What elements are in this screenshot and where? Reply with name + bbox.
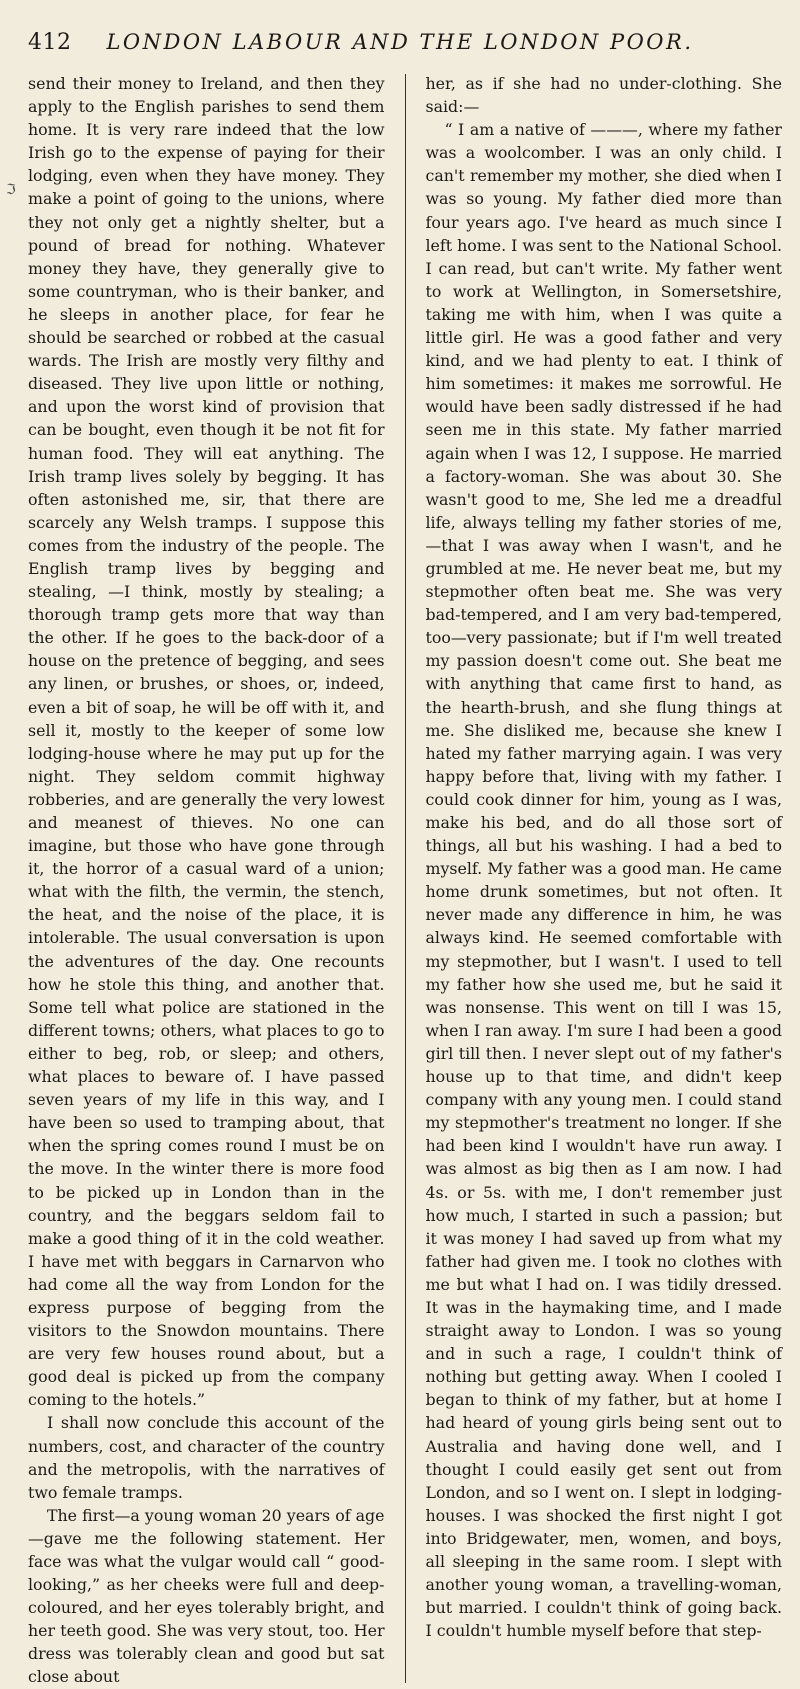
- page-number: 412: [28, 30, 72, 55]
- page-header: [18, 30, 782, 58]
- column-divider: [405, 74, 406, 1683]
- running-title: LONDON LABOUR AND THE LONDON POOR.: [106, 30, 694, 54]
- paragraph: I shall now conclude this account of the numbers, cost, and character of the country and the metropolis, with the narratives of two female tramps.: [28, 1413, 385, 1502]
- paragraph: send their money to Ireland, and then they apply to the English parishes to send them home. It is very rare indeed that the low Irish go to the expense of paying for their lodging, even when they have money. They make a point of going to the unions, where they not only get a nightly shelter, but a pound of bread for nothing. Whatever money they have, they generally give to some countryman, who is their banker, and he sleeps in another place, for fear he should be searched or robbed at the casual wards. The Irish are mostly very filthy and diseased. They live upon little or nothing, and upon the worst kind of provision that can be bought, even though it be not fit for human food. They will eat anything. The Irish tramp lives solely by begging. It has often astonished me, sir, that there are scarcely any Welsh tramps. I suppose this comes from the industry of the people. The English tramp lives by begging and stealing, —I think, mostly by stealing; a thorough tramp gets more that way than the other. If he goes to the back-door of a house on the pretence of begging, and sees any linen, or brushes, or shoes, or, indeed, even a bit of soap, he will be off with it, and sell it, mostly to the keeper of some low lodging-house where he may put up for the night. They seldom commit highway robberies, and are generally the very lowest and meanest of thieves. No one can imagine, but those who have gone through it, the horror of a casual ward of a union; what with the filth, the vermin, the stench, the heat, and the noise of the place, it is intolerable. The usual conversation is upon the adventures of the day. One recounts how he stole this thing, and another that. Some tell what police are stationed in the different towns; others, what places to go to either to beg, rob, or sleep; and others, what places to beware of. I have passed seven years of my life in this way, and I have been so used to tramping about, that when the spring comes round I must be on the move. In the winter there is more food to be picked up in London than in the country, and the beggars seldom fail to make a good thing of it in the cold weather. I have met with beggars in Carnarvon who had come all the way from London for the express purpose of begging from the visitors to the Snowdon mountains. There are very few houses round about, but a good deal is picked up from the company coming to the hotels.”: [28, 74, 385, 1410]
- margin-mark: ℑ: [6, 182, 16, 198]
- text-columns: [18, 72, 782, 1689]
- paragraph: The first—a young woman 20 years of age —gave me the following statement. Her face was what the vulgar would call “ good-looking,” as her cheeks were full and deep-coloured, and her eyes tolerably bright, and her teeth good. She was very stout, too. Her dress was tolerably clean and good but sat close about: [28, 1505, 385, 1687]
- paragraph: her, as if she had no under-clothing. She said:—: [425, 74, 782, 117]
- left-column: [18, 72, 385, 1689]
- paragraph: “ I am a native of ———, where my father was a woolcomber. I was an only child. I can't remember my mother, she died when I was so young. My father died more than four years ago. I've heard as much since I left home. I was sent to the National School. I can read, but can't write. My father went to work at Wellington, in Somersetshire, taking me with him, when I was quite a little girl. He was a good father and very kind, and we had plenty to eat. I think of him sometimes: it makes me sorrowful. He would have been sadly distressed if he had seen me in this state. My father married again when I was 12, I suppose. He married a factory-woman. She was about 30. She wasn't good to me, She led me a dreadful life, always telling my father stories of me,—that I was away when I wasn't, and he grumbled at me. He never beat me, but my stepmother often beat me. She was very bad-tempered, and I am very bad-tempered, too—very passionate; but if I'm well treated my passion doesn't come out. She beat me with anything that came first to hand, as the hearth-brush, and she flung things at me. She disliked me, because she knew I hated my father marrying again. I was very happy before that, living with my father. I could cook dinner for him, young as I was, make his bed, and do all those sort of things, all but his washing. I had a bed to myself. My father was a good man. He came home drunk sometimes, but not often. It never made any difference in him, he was always kind. He seemed comfortable with my stepmother, but I wasn't. I used to tell my father how she used me, but he said it was nonsense. This went on till I was 15, when I ran away. I'm sure I had been a good girl till then. I never slept out of my father's house up to that time, and didn't keep company with any young men. I could stand my stepmother's treatment no longer. If she had been kind I wouldn't have run away. I was almost as big then as I am now. I had 4s. or 5s. with me, I don't remember just how much, I started in such a passion; but it was money I had saved up from what my father had given me. I took no clothes with me but what I had on. I was tidily dressed. It was in the haymaking time, and I made straight away to London. I was so young and in such a rage, I couldn't think of nothing but getting away. When I cooled I began to think of my father, but at home I had heard of young girls being sent out to Australia and having done well, and I thought I could easily get sent out from London, and so I went on. I slept in lodging-houses. I was shocked the first night I got into Bridgewater, men, women, and boys, all sleeping in the same room. I slept with another young woman, a travelling-woman, but married. I couldn't think of going back. I couldn't humble myself before that step-: [425, 120, 783, 1641]
- right-column: [425, 72, 782, 1689]
